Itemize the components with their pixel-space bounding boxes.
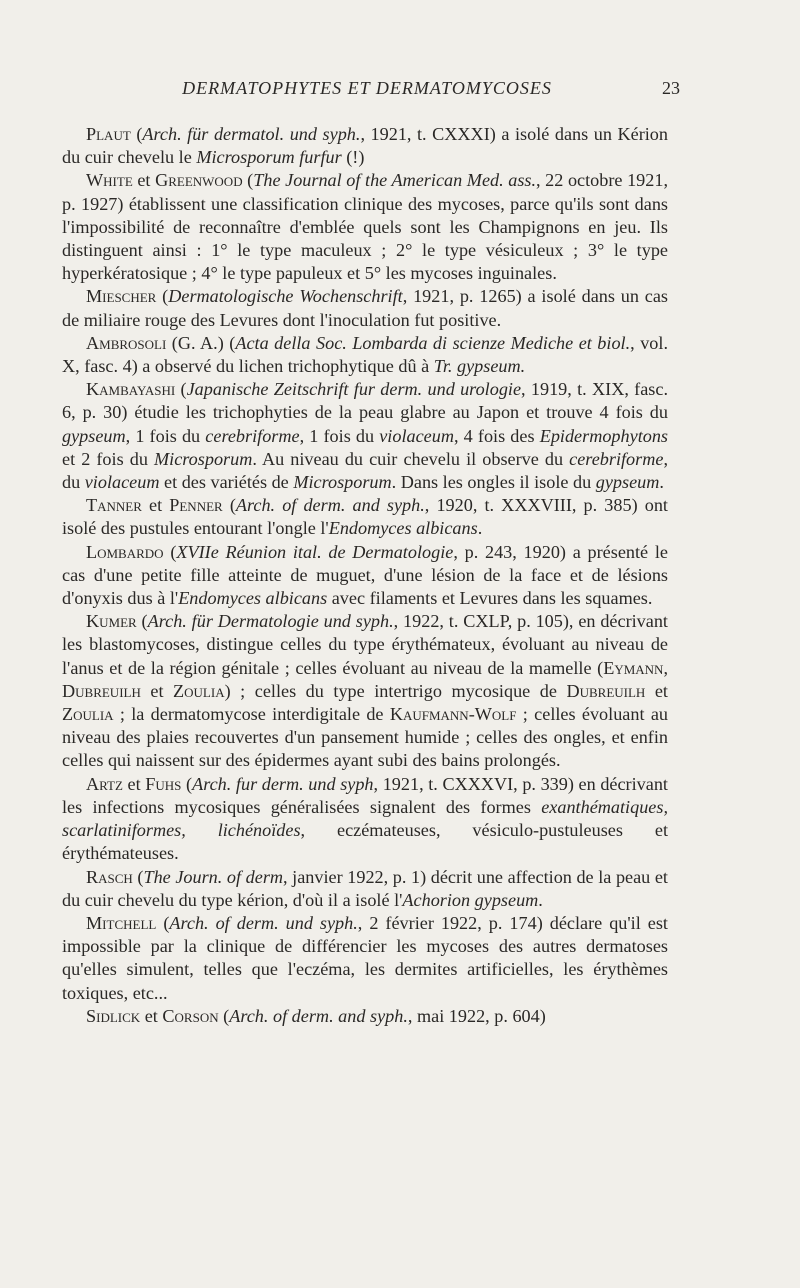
text-run: , 1921, t. CXXXVI, p. 339) en décrivant les infections mycosiques généralisées signalent des formes [62, 773, 668, 817]
text-run: ( [181, 773, 193, 794]
italic-run: XVIIe Réunion ital. de Dermatologie [176, 541, 454, 562]
text-run: (!) [341, 147, 365, 168]
author-name: Kumer [86, 611, 137, 632]
text-run: , 1921, p. 1265) a isolé dans un cas de miliaire rouge des Levures dont l'inoculation fut positive. [62, 286, 668, 330]
italic-run: Arch. of derm. und syph. [169, 912, 358, 933]
italic-run: exanthématiques, scarlatiniformes, lichénoïdes [62, 796, 668, 841]
paragraph [62, 378, 668, 494]
text-run: , 22 octobre 1921, p. 1927) établissent une classification clinique des mycoses, parce qu'ils sont dans l'impossibilité de reconnaître d'emblée quels sont les Champignons en jeu. Ils distinguent ainsi : 1° le type maculeux ; 2° le type vésiculeux ; 3° le type hyperkératosique ; 4° le type papuleux et 5° les mycoses inguinales. [62, 170, 669, 284]
author-name: Dubreuilh [566, 680, 646, 701]
italic-run: Japanische Zeitschrift fur derm. und urologie [186, 379, 522, 400]
italic-run: Microsporum furfur [196, 147, 342, 168]
text-run: . [538, 889, 543, 910]
italic-run: Arch. of derm. and syph. [235, 495, 425, 516]
text-run: ( [222, 495, 236, 516]
text-run: et [140, 1005, 163, 1026]
text-run: , [663, 657, 668, 678]
author-name: Artz [86, 773, 123, 794]
author-name: Rasch [86, 866, 133, 887]
paragraph [62, 332, 668, 378]
text-run: ( [132, 866, 144, 887]
italic-run: Arch. für dermatol. und syph. [142, 124, 361, 144]
italic-run: Epidermophytons [539, 425, 669, 446]
italic-run: Microsporum [293, 472, 392, 493]
text-run: ( [130, 124, 143, 144]
text-run: , du [62, 448, 668, 493]
italic-run: gypseum [62, 425, 126, 446]
paragraph [62, 285, 668, 331]
paragraph [62, 866, 668, 912]
author-name: White [86, 170, 133, 191]
author-name: Ambrosoli [86, 332, 167, 353]
text-run: ( [218, 1005, 230, 1026]
italic-run: Achorion gypseum [402, 889, 539, 910]
text-run: et [122, 773, 146, 794]
text-run: et [645, 680, 668, 701]
text-run: , eczémateuses, vésiculo-pustuleuses et érythémateuses. [62, 820, 668, 864]
text-run: ( [156, 286, 169, 307]
running-title: DERMATOPHYTES ET DERMATOMYCOSES [182, 78, 552, 98]
italic-run: gypseum [595, 472, 660, 493]
text-run: , 1921, t. CXXXI) a isolé dans un Kérion du cuir chevelu le [62, 124, 668, 168]
text-run: ; celles évoluant au niveau des plaies recouvertes d'un pansement humide ; celles des ongles, et enfin celles qui naissent sur des épidermes ayant subi des bains prolongés. [62, 704, 668, 771]
author-name: Greenwood [155, 170, 243, 191]
paragraph [62, 610, 668, 772]
italic-run: Arch. für Dermatologie und syph. [147, 611, 394, 632]
text-run: , 1 fois du [299, 425, 380, 446]
author-name: Dubreuilh [62, 680, 141, 701]
author-name: Miescher [86, 286, 157, 307]
italic-run: The Journ. of derm [143, 866, 284, 887]
italic-run: Endomyces albicans [328, 518, 478, 539]
text-run: , mai 1922, p. 604) [407, 1005, 546, 1026]
paragraph [62, 123, 668, 169]
paragraph [62, 1005, 668, 1028]
text-run: ( [175, 379, 187, 400]
paragraph [62, 541, 668, 611]
text-run: et des variétés de [159, 472, 294, 493]
text-run: ; la dermatomycose interdigitale de [113, 704, 390, 725]
text-run: , 1919, t. XIX, fasc. 6, p. 30) étudie les trichophyties de la peau glabre au Japon et trouve 4 fois du [62, 379, 668, 423]
text-run: et [141, 495, 170, 516]
author-name: Lombardo [86, 541, 164, 562]
text-run: , vol. X, fasc. 4) a observé du lichen trichophytique dû à [62, 332, 668, 377]
text-run: avec filaments et Levures dans les squames. [327, 588, 653, 609]
text-run: ( [156, 912, 170, 933]
text-run: , 1920, t. XXXVIII, p. 385) ont isolé des pustules entourant l'ongle l' [62, 495, 668, 539]
body-text [62, 123, 668, 1028]
text-run: . [477, 518, 483, 539]
paragraph [62, 912, 668, 1005]
author-name: Fuhs [145, 773, 182, 794]
italic-run: violaceum [379, 425, 454, 446]
text-run: , 4 fois des [453, 425, 540, 446]
author-name: Kaufmann-Wolf [389, 704, 517, 725]
italic-run: violaceum [84, 472, 160, 493]
text-run: ) ; celles du type intertrigo mycosique de [224, 680, 567, 701]
text-run: , janvier 1922, p. 1) décrit une affection de la peau et du cuir chevelu du type kérion, d'où il a isolé l' [62, 866, 668, 910]
author-name: Eymann [603, 657, 664, 678]
text-run: , 2 février 1922, p. 174) déclare qu'il est impossible par la clinique de différencier les mycoses des autres dermatoses qu'elles simulent, telles que l'eczéma, les dermites artificielles, les érythèmes toxiques, etc... [62, 912, 668, 1003]
text-run: . Dans les ongles il isole du [391, 472, 596, 493]
running-header [62, 78, 680, 106]
text-run: (G. A.) ( [166, 332, 236, 353]
italic-run: The Journal of the American Med. ass. [253, 170, 537, 191]
author-name: Tanner [86, 495, 142, 516]
italic-run: Arch. fur derm. und syph [192, 773, 374, 794]
author-name: Zoulia [62, 704, 114, 725]
text-run: et [140, 680, 174, 701]
paragraph [62, 169, 668, 285]
text-run: . [659, 472, 664, 493]
italic-run: Endomyces albicans [178, 588, 328, 609]
text-run: ( [242, 170, 254, 191]
author-name: Sidlick [86, 1005, 141, 1026]
italic-run: Acta della Soc. Lombarda di scienze Mediche et biol. [235, 332, 631, 353]
text-run: et [132, 170, 156, 191]
text-run: et 2 fois du [62, 448, 154, 469]
author-name: Kambayashi [86, 379, 176, 400]
text-run: ( [163, 541, 177, 562]
author-name: Plaut [86, 124, 131, 144]
page-number: 23 [662, 78, 680, 98]
paragraph [62, 773, 668, 866]
italic-run: Arch. of derm. and syph. [229, 1005, 408, 1026]
text-run: ( [136, 611, 148, 632]
text-run: , 1922, t. CXLP, p. 105), en décrivant les blastomycoses, distingue celles du type érythémateux, évoluant au niveau de l'anus et de la région génitale ; celles évoluant au niveau de la mamelle ( [62, 611, 668, 678]
author-name: Zoulia [173, 680, 225, 701]
italic-run: cerebriforme [569, 448, 664, 469]
paragraph [62, 494, 668, 540]
text-run: , 1 fois du [125, 425, 206, 446]
author-name: Mitchell [86, 912, 157, 933]
text-run: , p. 243, 1920) a présenté le cas d'une petite fille atteinte de muguet, d'une lésion de la face et de lésions d'onyxis dus à l' [62, 541, 668, 609]
italic-run: Tr. gypseum. [433, 356, 526, 377]
author-name: Corson [162, 1005, 219, 1026]
italic-run: Microsporum [154, 448, 253, 469]
italic-run: cerebriforme [205, 425, 300, 446]
italic-run: Dermatologische Wochenschrift [168, 286, 403, 307]
author-name: Penner [169, 495, 223, 516]
text-run: . Au niveau du cuir chevelu il observe du [252, 448, 570, 469]
